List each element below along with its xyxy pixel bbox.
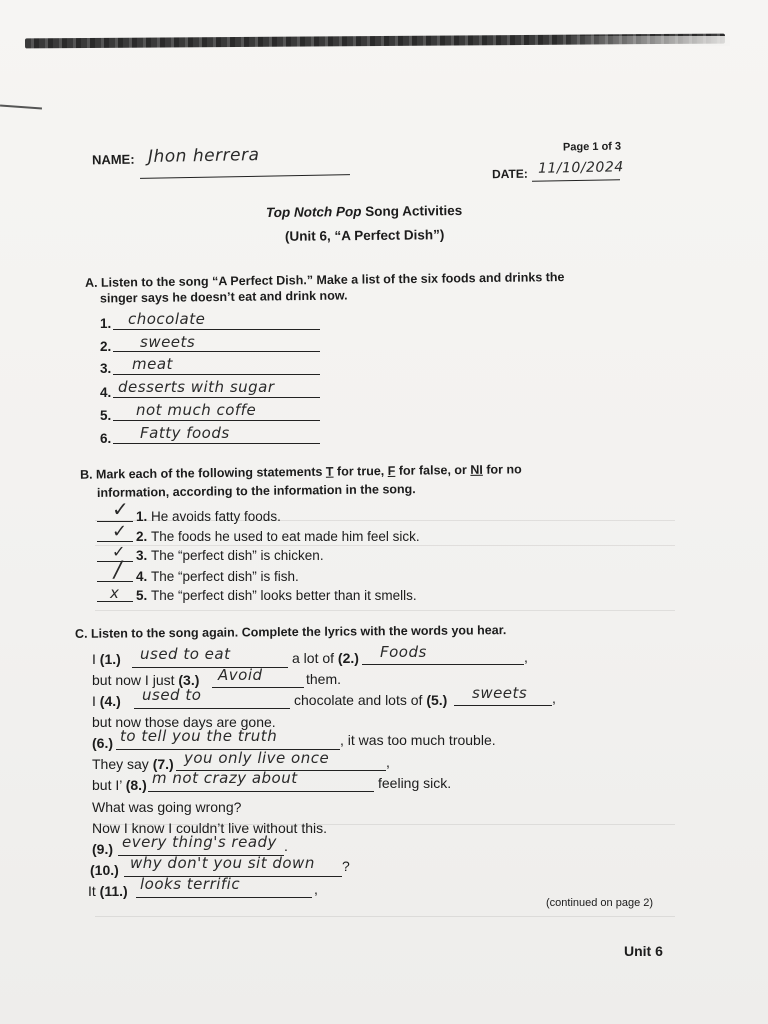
blank-number: (2.) <box>337 650 359 666</box>
lyric-line-3 <box>92 693 121 709</box>
blank-number: (4.) <box>99 693 121 709</box>
section-a-instruction-1: A. Listen to the song “A Perfect Dish.” Make a list of the six foods and drinks the <box>84 270 565 290</box>
answer-line <box>134 708 290 709</box>
blank-number: (1.) <box>99 651 121 667</box>
statement-number: 1. <box>136 509 148 524</box>
lyric-text: feeling sick. <box>378 775 452 791</box>
name-label: NAME: <box>91 151 135 168</box>
statement-mark-4[interactable]: / <box>114 558 122 583</box>
lyric-text: but I’ <box>92 777 126 793</box>
blank-number: (6.) <box>92 735 113 751</box>
list-item-number: 4. <box>100 385 112 400</box>
lyric-text: them. <box>306 671 342 687</box>
lyric-line-7 <box>92 777 147 793</box>
answer-line <box>113 443 320 444</box>
section-b-instruction-2: information, according to the information in the song. <box>96 482 416 500</box>
date-value[interactable]: 11/10/2024 <box>537 159 624 177</box>
lyric-punct: , <box>552 690 556 706</box>
lyric-text: a lot of <box>292 650 338 666</box>
scan-mark <box>0 105 42 110</box>
name-line <box>140 174 350 179</box>
title-rest: Song Activities <box>361 202 463 220</box>
lyric-text: It <box>88 883 100 899</box>
instruction-text: for true, <box>333 463 388 479</box>
statement-text: The foods he used to eat made him feel sick. <box>151 529 420 544</box>
list-item-number: 1. <box>100 316 112 331</box>
statement-number: 4. <box>136 569 148 584</box>
lyric-answer-11[interactable]: looks terrific <box>140 875 241 893</box>
no-info-code: NI <box>470 462 483 477</box>
lyric-text: chocolate and lots of <box>294 692 427 708</box>
lyric-text: I <box>92 651 100 667</box>
statement-number: 3. <box>136 548 148 563</box>
lyric-answer-4[interactable]: used to <box>142 686 202 704</box>
section-c-instruction: C. Listen to the song again. Complete the lyrics with the words you hear. <box>74 623 507 641</box>
scanned-top-edge-fade <box>560 36 730 46</box>
lyric-answer-1[interactable]: used to eat <box>140 645 231 663</box>
food-answer-6[interactable]: Fatty foods <box>140 424 230 442</box>
statement-text: He avoids fatty foods. <box>151 509 281 524</box>
statement-mark-5[interactable]: x <box>110 584 120 602</box>
answer-line <box>113 420 320 421</box>
lyric-answer-2[interactable]: Foods <box>380 643 427 661</box>
answer-line <box>113 351 320 352</box>
unit-label: Unit 6 <box>624 943 663 959</box>
answer-line <box>113 329 320 330</box>
date-line <box>532 179 620 182</box>
blank-number: (11.) <box>99 883 128 899</box>
answer-line <box>454 705 552 706</box>
lyric-punct: , <box>524 649 528 665</box>
lyric-line-3b <box>294 692 447 708</box>
lyric-answer-6[interactable]: to tell you the truth <box>120 727 278 745</box>
date-label: DATE: <box>491 166 528 182</box>
statement-text: The “perfect dish” is fish. <box>151 569 299 584</box>
lyric-answer-7[interactable]: you only live once <box>184 749 330 767</box>
lyric-answer-9[interactable]: every thing's ready <box>122 833 277 851</box>
blank-number: (10.) <box>90 862 119 878</box>
worksheet-subtitle: (Unit 6, “A Perfect Dish”) <box>284 227 445 244</box>
list-item-number: 6. <box>100 431 112 446</box>
lyric-punct: , <box>314 881 318 897</box>
lyric-answer-3[interactable]: Avoid <box>218 666 263 684</box>
lyric-text: I <box>92 693 100 709</box>
food-answer-5[interactable]: not much coffe <box>136 401 257 419</box>
answer-line <box>212 687 304 688</box>
list-item-number: 5. <box>100 408 112 423</box>
list-item-number: 3. <box>100 361 112 376</box>
blank-number: (7.) <box>152 756 174 772</box>
lyric-punct: . <box>284 838 288 854</box>
lyric-line-12 <box>88 883 128 899</box>
food-answer-1[interactable]: chocolate <box>128 310 206 328</box>
statement-mark-3[interactable]: ✓ <box>112 542 126 561</box>
answer-line <box>113 397 320 398</box>
lyric-text: but now I just <box>92 672 179 688</box>
section-a-instruction-2: singer says he doesn’t eat and drink now. <box>99 288 348 306</box>
instruction-text: for false, or <box>395 462 471 478</box>
statement-text: The “perfect dish” is chicken. <box>151 548 324 563</box>
statement-number: 5. <box>136 588 148 603</box>
lyric-answer-8[interactable]: m not crazy about <box>152 769 298 787</box>
lyric-punct: ? <box>342 858 350 874</box>
lyric-line-4: but now those days are gone. <box>92 714 276 730</box>
answer-line <box>132 667 288 668</box>
false-code: F <box>387 463 396 478</box>
blank-number: (8.) <box>125 777 147 793</box>
answer-line <box>113 374 320 375</box>
lyric-answer-5[interactable]: sweets <box>472 684 528 702</box>
list-item-number: 2. <box>100 339 112 354</box>
section-b-instruction-1 <box>80 462 522 481</box>
blank-number: (5.) <box>426 692 448 708</box>
lyric-line-1b <box>292 650 359 666</box>
worksheet-title <box>266 203 462 220</box>
bleed-line <box>95 610 675 611</box>
answer-line <box>362 664 524 665</box>
food-answer-2[interactable]: sweets <box>140 333 196 351</box>
instruction-text: B. Mark each of the following statements <box>79 464 326 482</box>
bleed-line <box>95 916 675 917</box>
bleed-line <box>95 545 675 546</box>
statement-mark-2[interactable]: ✓ <box>112 521 128 542</box>
page-indicator: Page 1 of 3 <box>562 140 622 154</box>
lyric-answer-10[interactable]: why don't you sit down <box>130 854 315 872</box>
lyric-text: , it was too much trouble. <box>340 732 496 748</box>
statement-number: 2. <box>136 529 148 544</box>
true-code: T <box>325 464 334 479</box>
statement-mark-1[interactable]: ✓ <box>112 497 130 521</box>
statement-text: The “perfect dish” looks better than it smells. <box>151 588 417 603</box>
blank-number: (9.) <box>92 841 113 857</box>
lyric-text: They say <box>92 756 153 772</box>
answer-line <box>148 791 374 792</box>
name-value[interactable]: Jhon herrera <box>147 145 260 167</box>
lyric-line-8: What was going wrong? <box>92 799 242 815</box>
food-answer-4[interactable]: desserts with sugar <box>118 378 275 396</box>
continued-note: (continued on page 2) <box>546 897 654 909</box>
lyric-line-1 <box>92 651 121 667</box>
food-answer-3[interactable]: meat <box>132 355 173 373</box>
blank-number: (3.) <box>178 672 200 688</box>
instruction-text: for no <box>482 462 522 477</box>
lyric-punct: , <box>386 754 390 770</box>
title-italic: Top Notch Pop <box>265 204 362 221</box>
lyric-line-9: Now I know I couldn’t live without this. <box>92 820 327 836</box>
answer-line <box>136 897 312 898</box>
